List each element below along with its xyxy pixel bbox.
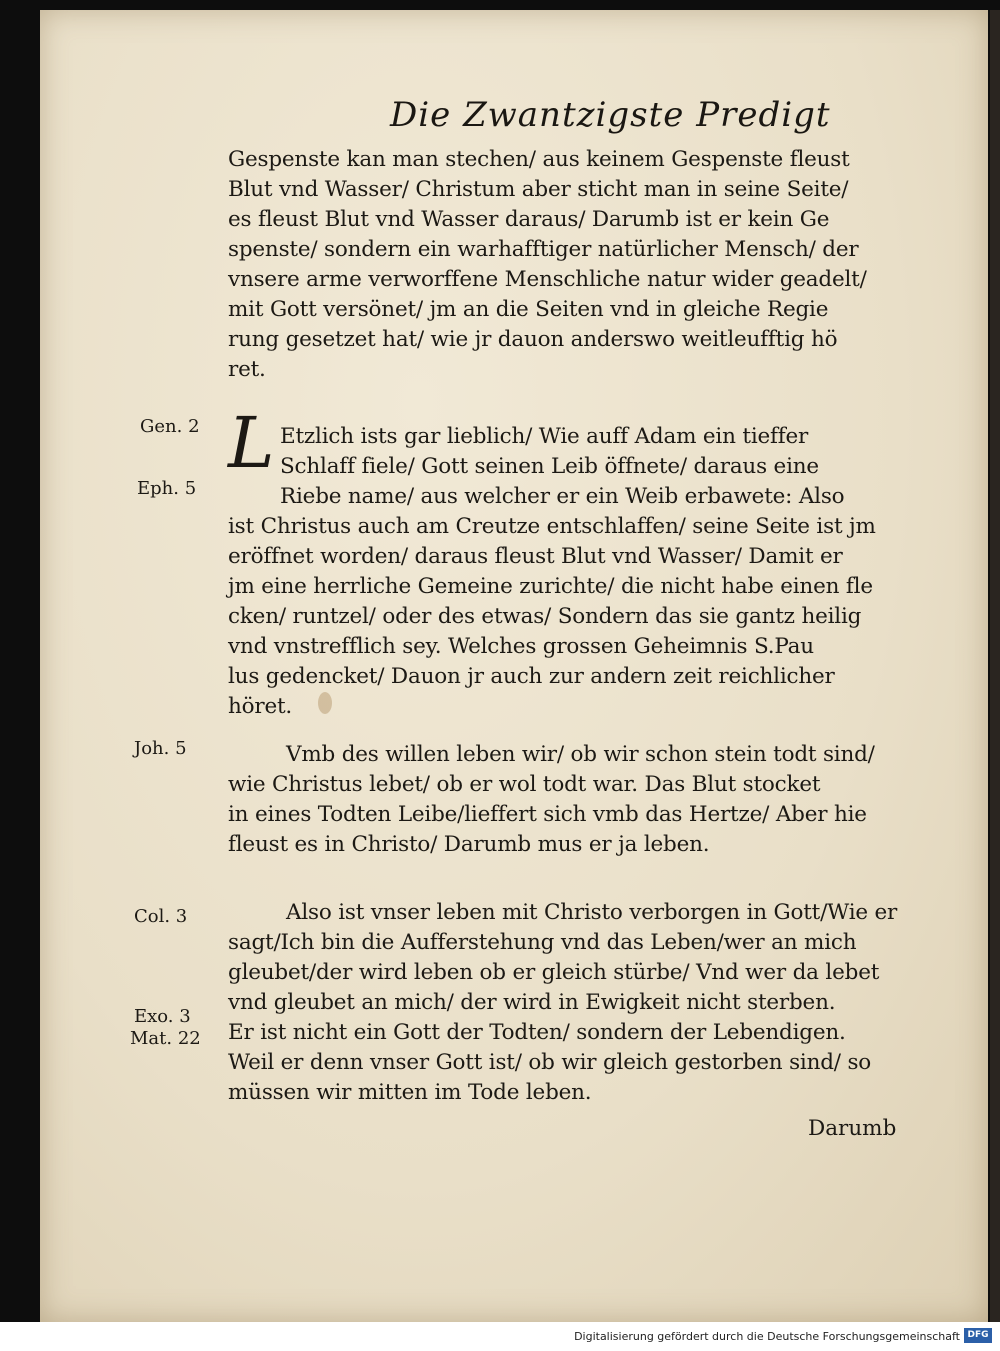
text-line: Blut vnd Wasser/ Christum aber sticht man in seine Seite/ — [228, 177, 849, 202]
paragraph-2 — [228, 422, 928, 722]
text-line: eröffnet worden/ daraus fleust Blut vnd Wasser/ Damit er — [228, 544, 843, 569]
catchword: Darumb — [808, 1116, 897, 1141]
text-line: mit Gott versönet/ jm an die Seiten vnd in gleiche Regie — [228, 297, 829, 322]
text-line: wie Christus lebet/ ob er wol todt war. Das Blut stocket — [228, 772, 821, 797]
text-line: in eines Todten Leibe/lieffert sich vmb das Hertze/ Aber hie — [228, 802, 867, 827]
footer-bar — [0, 1322, 1000, 1351]
text-line: Schlaff fiele/ Gott seinen Leib öffnete/ daraus eine — [280, 454, 819, 479]
text-line: fleust es in Christo/ Darumb mus er ja leben. — [228, 832, 710, 857]
text-line: lus gedencket/ Dauon jr auch zur andern zeit reichlicher — [228, 664, 835, 689]
text-line: ret. — [228, 357, 266, 382]
margin-note: Joh. 5 — [134, 738, 187, 759]
page-edge — [990, 10, 1000, 1322]
text-line: Er ist nicht ein Gott der Todten/ sondern der Lebendigen. — [228, 1020, 846, 1045]
paragraph-3 — [228, 740, 928, 860]
text-line: gleubet/der wird leben ob er gleich stürbe/ Vnd wer da lebet — [228, 960, 880, 985]
dfg-logo: DFG — [964, 1328, 992, 1343]
text-line: Weil er denn vnser Gott ist/ ob wir gleich gestorben sind/ so — [228, 1050, 872, 1075]
margin-note: Exo. 3 — [134, 1006, 191, 1027]
text-line: Riebe name/ aus welcher er ein Weib erbawete: Also — [280, 484, 845, 509]
funding-credit: Digitalisierung gefördert durch die Deutsche Forschungsgemeinschaft — [574, 1330, 960, 1343]
text-line: ist Christus auch am Creutze entschlaffen/ seine Seite ist jm — [228, 514, 876, 539]
text-line: Etzlich ists gar lieblich/ Wie auff Adam ein tieffer — [280, 424, 809, 449]
margin-note: Mat. 22 — [130, 1028, 201, 1049]
text-line: Vmb des willen leben wir/ ob wir schon stein todt sind/ — [286, 742, 875, 767]
text-line: Gespenste kan man stechen/ aus keinem Gespenste fleust — [228, 147, 850, 172]
drop-initial: L — [228, 402, 275, 484]
text-line: spenste/ sondern ein warhafftiger natürlicher Mensch/ der — [228, 237, 859, 262]
paragraph-4 — [228, 898, 928, 1108]
text-line: cken/ runtzel/ oder des etwas/ Sondern das sie gantz heilig — [228, 604, 862, 629]
text-line: vnsere arme verworffene Menschliche natur wider geadelt/ — [228, 267, 867, 292]
text-line: Also ist vnser leben mit Christo verborgen in Gott/Wie er — [286, 900, 898, 925]
text-line: vnd vnstrefflich sey. Welches grossen Geheimnis S.Pau — [228, 634, 814, 659]
margin-note: Eph. 5 — [137, 478, 197, 499]
text-line: höret. — [228, 694, 293, 719]
margin-note: Col. 3 — [134, 906, 188, 927]
text-line: vnd gleubet an mich/ der wird in Ewigkeit nicht sterben. — [228, 990, 836, 1015]
text-line: jm eine herrliche Gemeine zurichte/ die nicht habe einen fle — [228, 574, 873, 599]
text-line: rung gesetzet hat/ wie jr dauon anderswo weitleufftig hö — [228, 327, 838, 352]
text-line: sagt/Ich bin die Aufferstehung vnd das Leben/wer an mich — [228, 930, 857, 955]
text-line: es fleust Blut vnd Wasser daraus/ Darumb ist er kein Ge — [228, 207, 830, 232]
margin-note: Gen. 2 — [140, 416, 200, 437]
running-header: Die Zwantzigste Predigt — [390, 95, 831, 135]
text-line: müssen wir mitten im Tode leben. — [228, 1080, 592, 1105]
paragraph-1 — [228, 145, 928, 385]
